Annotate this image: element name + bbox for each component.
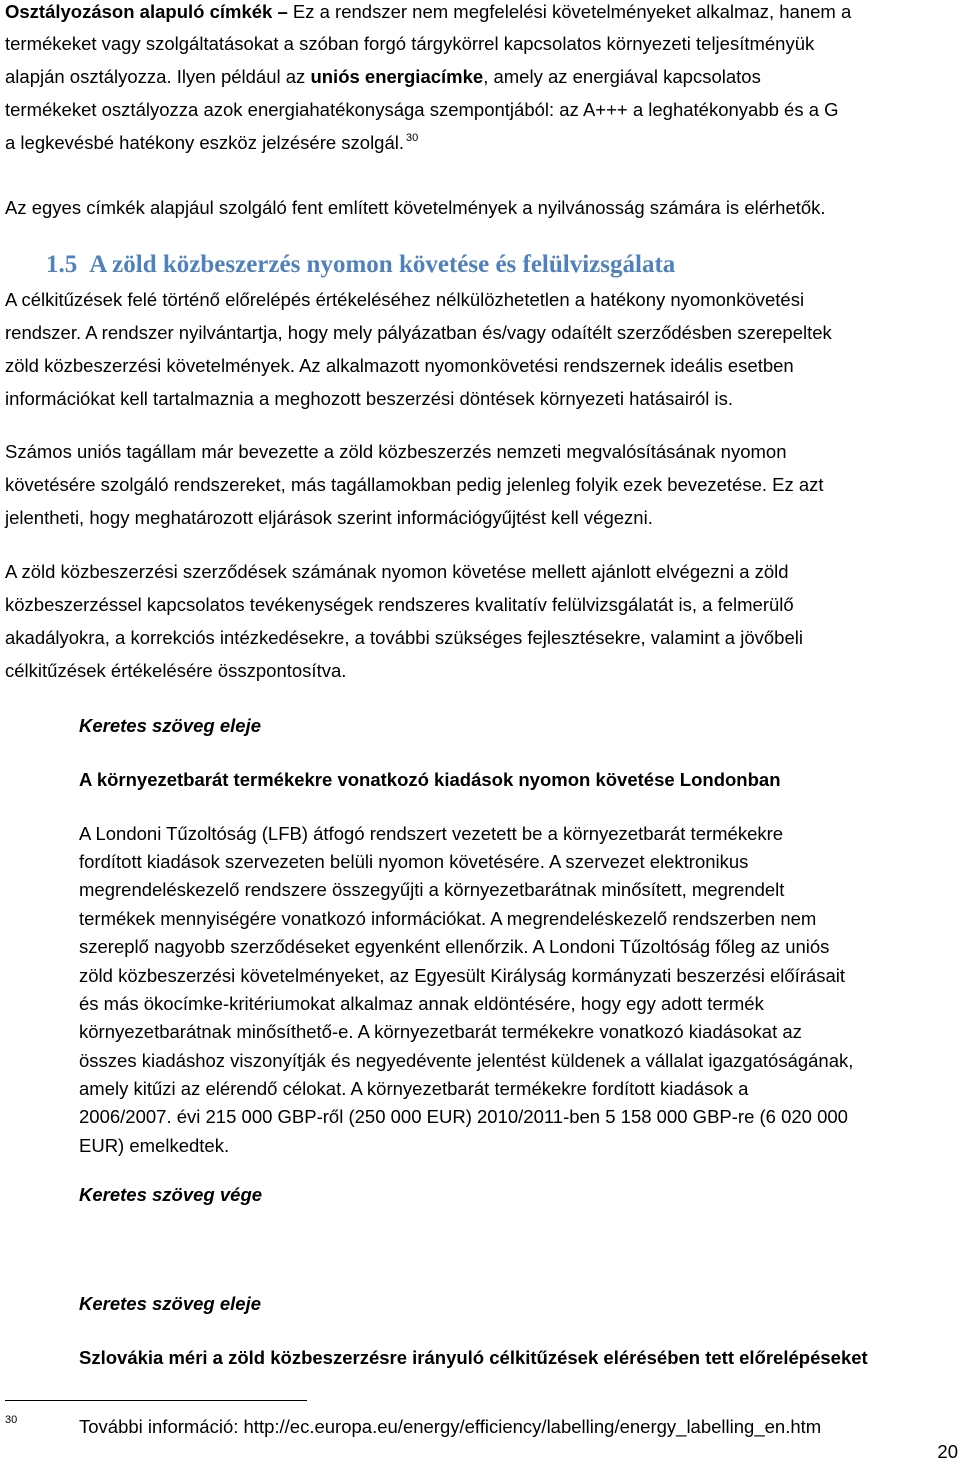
section-number: 1.5 [46, 251, 78, 278]
para1-line: zöld közbeszerzési követelmények. Az alkalmazott nyomonkövetési rendszernek ideális esetben [5, 355, 794, 376]
footnote-number: 30 [5, 1414, 18, 1426]
footnote-separator [5, 1400, 307, 1401]
intro-line-3-a: alapján osztályozza. Ilyen például az [5, 66, 311, 87]
box-title: A környezetbarát termékekre vonatkozó kiadások nyomon követése Londonban [79, 769, 781, 790]
para3-line: akadályokra, a korrekciós intézkedésekre, a további szükséges fejlesztésekre, valamint a jövőbeli [5, 627, 803, 648]
box-line: EUR) emelkedtek. [79, 1135, 230, 1156]
intro-line-2: termékeket vagy szolgáltatásokat a szóban forgó tárgykörrel kapcsolatos környezeti teljesítményük [5, 33, 815, 54]
box-line: szereplő nagyobb szerződéseket egyenként ellenőrzik. A Londoni Tűzoltóság főleg az uniós [79, 936, 830, 957]
footnote-text[interactable]: További információ: http://ec.europa.eu/energy/efficiency/labelling/energy_labelling_en.htm [79, 1416, 822, 1437]
footnote-reference[interactable]: 30 [406, 132, 419, 144]
term-heading: Osztályozáson alapuló címkék – [5, 1, 293, 22]
para2-line: jelentheti, hogy meghatározott eljárások szerint információgyűjtést kell végezni. [5, 507, 653, 528]
intro-line-1-text: Ez a rendszer nem megfelelési követelményeket alkalmaz, hanem a [292, 1, 852, 22]
para3-line: közbeszerzéssel kapcsolatos tevékenységek rendszeres kvalitatív felülvizsgálatát is, a felmerülő [5, 594, 794, 615]
section-title: A zöld közbeszerzés nyomon követése és felülvizsgálata [89, 251, 676, 278]
box-line: környezetbarátnak minősíthető-e. A környezetbarát termékekre vonatkozó kiadásokat az [79, 1021, 802, 1042]
box-line: és más ökocímke-kritériumokat alkalmaz annak eldöntésére, hogy egy adott termék [79, 993, 764, 1014]
requirements-paragraph: Az egyes címkék alapjául szolgáló fent említett követelmények a nyilvánosság számára is elérhetők. [5, 197, 826, 218]
box-line: megrendeléskezelő rendszere összegyűjti a környezetbarátnak minősített, megrendelt [79, 879, 785, 900]
para3-line: A zöld közbeszerzési szerződések számának nyomon követése mellett ajánlott elvégezni a zöld [5, 561, 789, 582]
box-line: termékek mennyiségére vonatkozó információkat. A megrendeléskezelő rendszerben nem [79, 908, 817, 929]
intro-line-5 [5, 134, 418, 153]
para2-line: követésére szolgáló rendszereket, más tagállamokban pedig jelenleg folyik ezek bevezetése. Ez azt [5, 474, 824, 495]
box2-start-label: Keretes szöveg eleje [79, 1293, 262, 1314]
box-start-label: Keretes szöveg eleje [79, 715, 262, 736]
energy-label-term: uniós energiacímke [310, 66, 484, 87]
box2-title: Szlovákia méri a zöld közbeszerzésre irányuló célkitűzések elérésében tett előrelépéseket [79, 1347, 868, 1368]
para2-line: Számos uniós tagállam már bevezette a zöld közbeszerzés nemzeti megvalósításának nyomon [5, 441, 787, 462]
intro-line-3-b: , amely az energiával kapcsolatos [483, 66, 761, 87]
box-line: A Londoni Tűzoltóság (LFB) átfogó rendszert vezetett be a környezetbarát termékekre [79, 823, 784, 844]
para1-line: rendszer. A rendszer nyilvántartja, hogy mely pályázatban és/vagy odaítélt szerződésben szerepeltek [5, 322, 832, 343]
intro-line-5-text: a legkevésbé hatékony eszköz jelzésére szolgál. [5, 132, 405, 153]
box-line: fordított kiadások szervezeten belüli nyomon követésére. A szervezet elektronikus [79, 851, 749, 872]
page-number: 20 [937, 1441, 958, 1462]
para1-line: információkat kell tartalmaznia a meghozott beszerzési döntések környezeti hatásairól is. [5, 388, 734, 409]
intro-line-3 [5, 68, 761, 87]
box-end-label: Keretes szöveg vége [79, 1184, 263, 1205]
box-line: összes kiadáshoz viszonyítják és negyedévente jelentést küldenek a vállalat igazgatóságának, [79, 1050, 854, 1071]
intro-line-1 [5, 3, 851, 22]
box-line: amely kitűzi az elérendő célokat. A környezetbarát termékekre fordított kiadások a [79, 1078, 749, 1099]
box-line: zöld közbeszerzési követelményeket, az Egyesült Királyság kormányzati beszerzési előírásait [79, 965, 846, 986]
para1-line: A célkitűzések felé történő előrelépés értékeléséhez nélkülözhetetlen a hatékony nyomonkövetési [5, 289, 805, 310]
box-line: 2006/2007. évi 215 000 GBP-ről (250 000 EUR) 2010/2011-ben 5 158 000 GBP-re (6 020 000 [79, 1106, 848, 1127]
intro-line-4: termékeket osztályozza azok energiahatékonysága szempontjából: az A+++ a leghatékonyabb és a G [5, 99, 839, 120]
section-heading [46, 252, 675, 277]
para3-line: célkitűzések értékelésére összpontosítva. [5, 660, 347, 681]
